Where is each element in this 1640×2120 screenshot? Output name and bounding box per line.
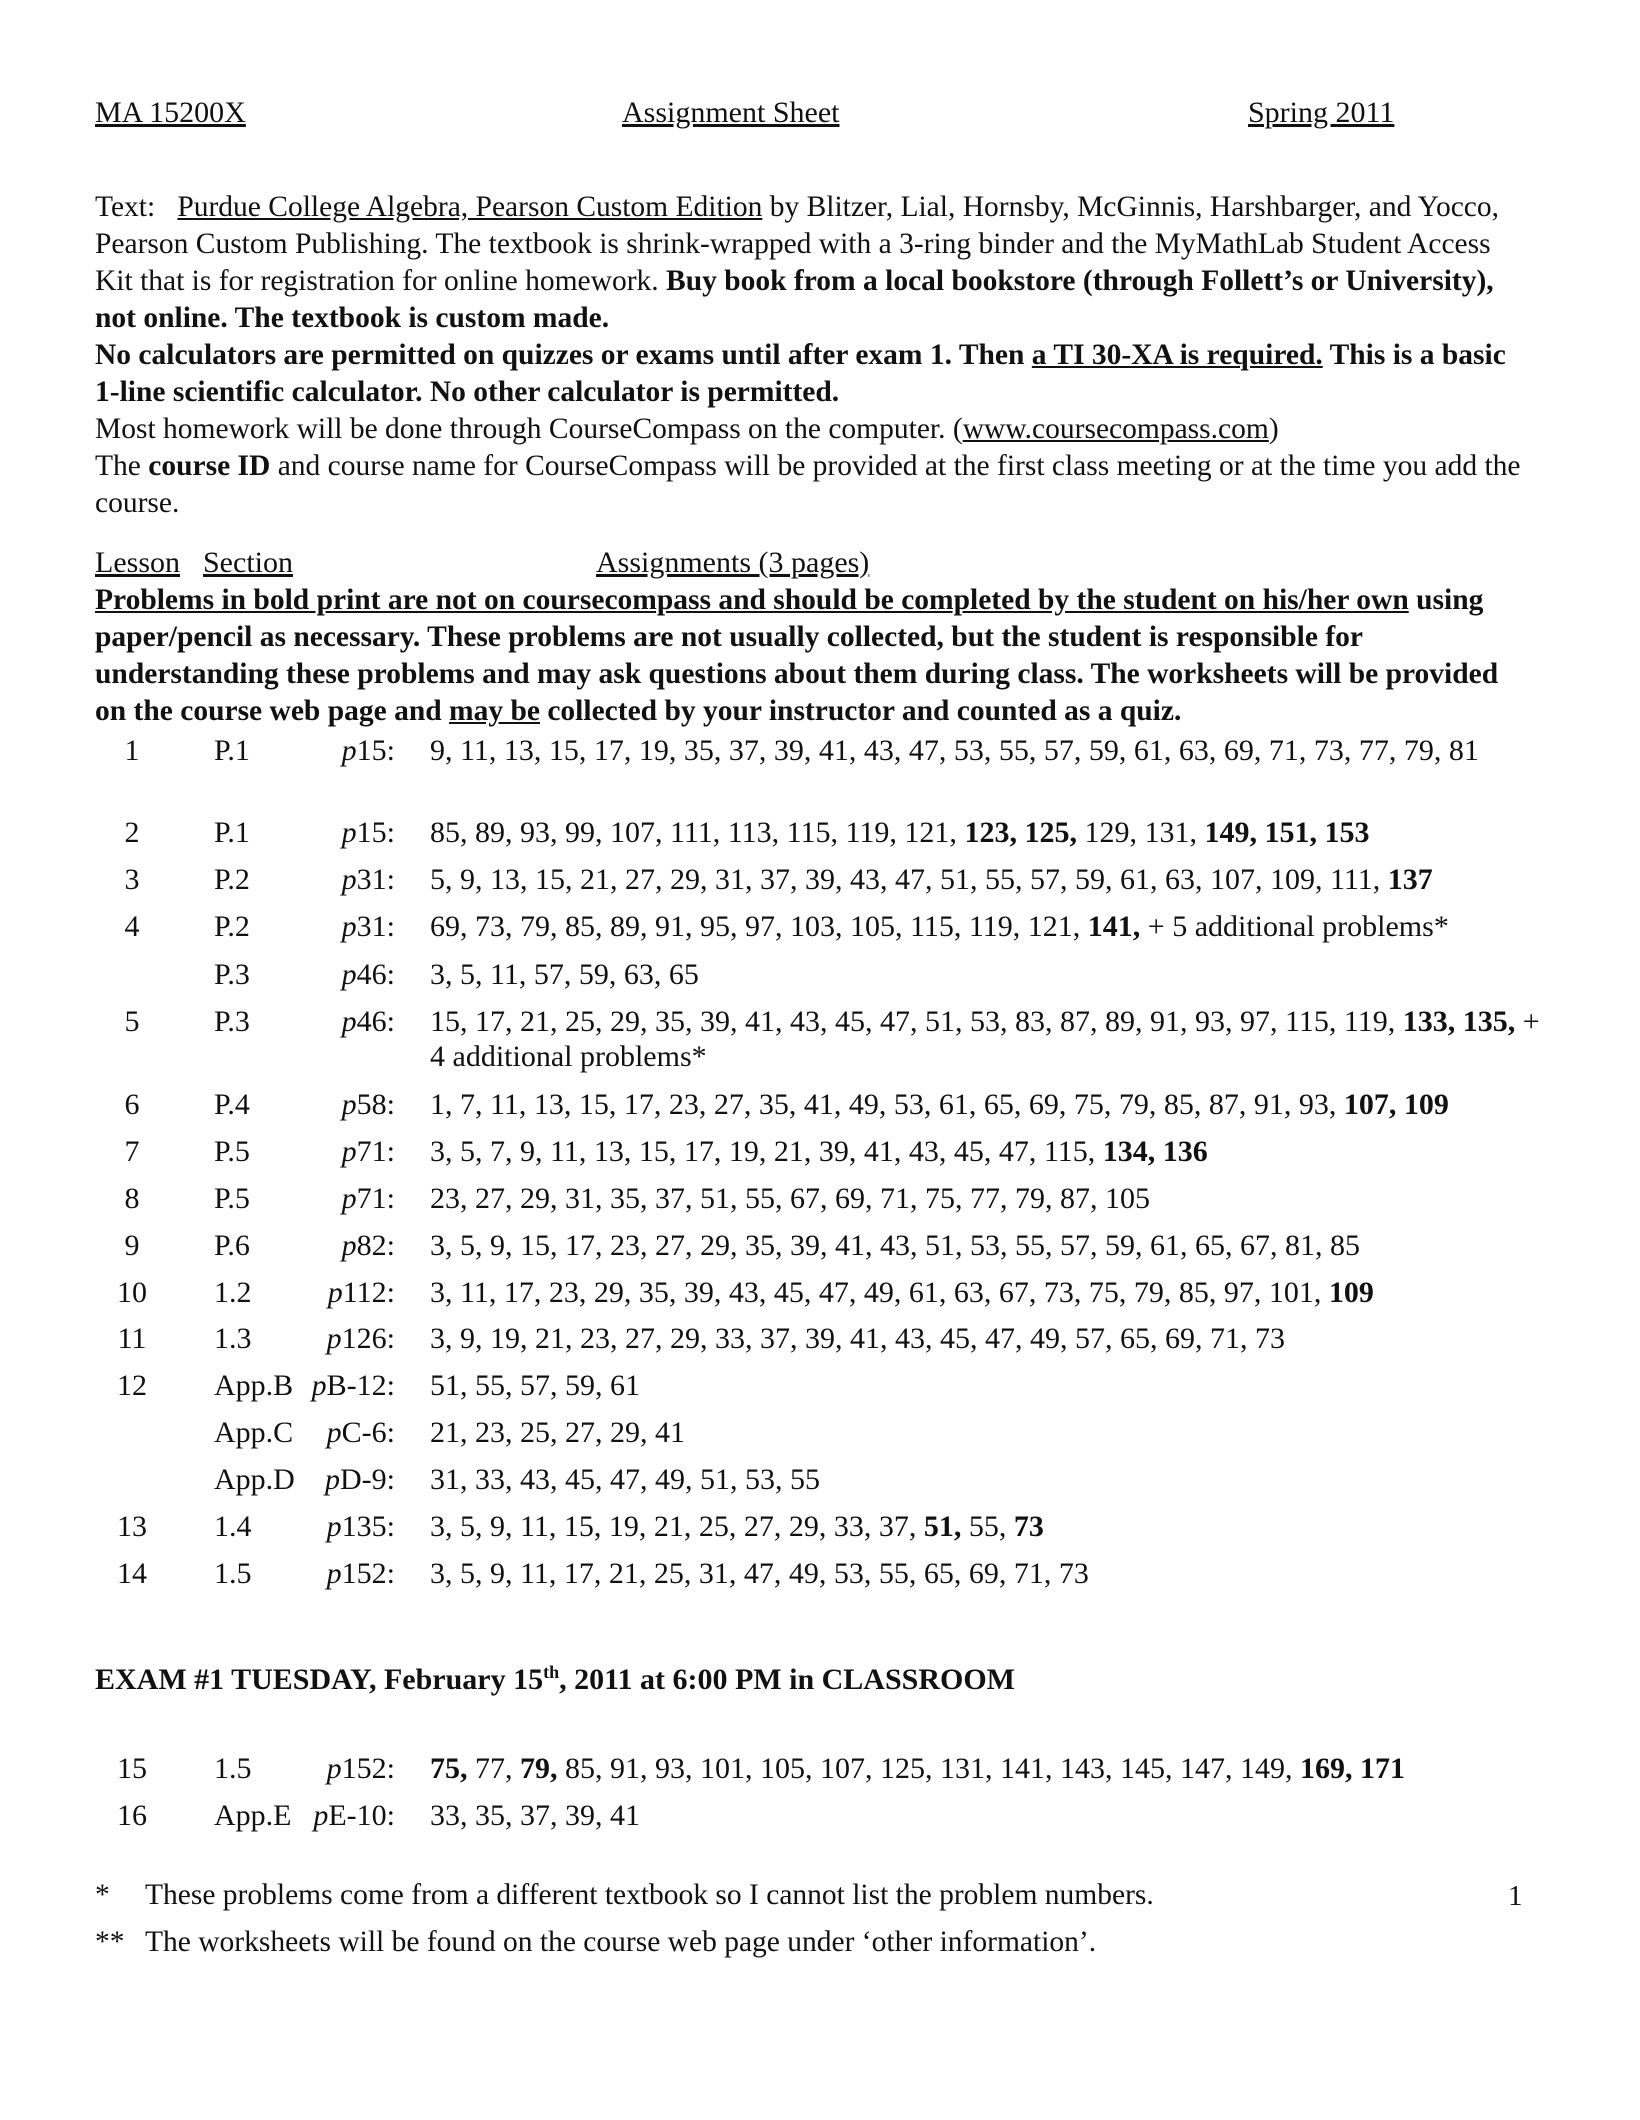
- section-number: P.3: [214, 958, 250, 991]
- lesson-number: 4: [124, 910, 140, 943]
- page-reference: [342, 957, 395, 992]
- problems: 5, 9, 13, 15, 21, 27, 29, 31, 37, 39, 43, 47, 51, 55, 57, 59, 61, 63, 107, 109, 111,: [430, 863, 1388, 896]
- page-prefix: p: [341, 1088, 357, 1121]
- section-number: P.2: [214, 863, 250, 896]
- page-reference: [312, 1368, 395, 1403]
- problems: 15, 17, 21, 25, 29, 35, 39, 41, 43, 45, 47, 51, 53, 83, 87, 89, 91, 93, 97, 115, 119,: [430, 1005, 1403, 1038]
- course-id-a: The: [95, 450, 149, 482]
- exam-text-a: EXAM #1 TUESDAY, February 15: [95, 1663, 544, 1696]
- lesson-number: 7: [124, 1135, 140, 1168]
- term: Spring 2011: [1248, 96, 1395, 129]
- problems: 3, 5, 9, 11, 17, 21, 25, 31, 47, 49, 53, 55, 65, 69, 71, 73: [430, 1557, 1089, 1590]
- calc-note-a: No calculators are permitted on quizzes or exams until after exam 1. Then: [95, 339, 1032, 371]
- course-id-b: and course name for CourseCompass will be provided at the first class meeting or at the time you add the course.: [95, 450, 1521, 519]
- page-prefix: p: [326, 1752, 342, 1785]
- footnote-1: [95, 1879, 1154, 1912]
- lesson-number: 11: [117, 1322, 147, 1355]
- page-number-ref: 46:: [356, 958, 395, 991]
- problem-list: [430, 1004, 1545, 1074]
- footnote-1-marker: *: [95, 1879, 110, 1911]
- page-reference: [327, 1751, 395, 1786]
- exam-notice: [95, 1662, 1015, 1697]
- page-number-ref: 71:: [356, 1135, 395, 1168]
- section-number: 1.2: [214, 1276, 252, 1309]
- lesson-number: 15: [117, 1752, 147, 1785]
- problems: 3, 5, 7, 9, 11, 13, 15, 17, 19, 21, 39, 41, 43, 45, 47, 115,: [430, 1135, 1103, 1168]
- bold-problems: 141,: [1087, 910, 1141, 943]
- page-number-ref: 126:: [341, 1322, 395, 1355]
- lesson-number: 12: [117, 1369, 147, 1402]
- footnote-1-text: These problems come from a different textbook so I cannot list the problem numbers.: [145, 1879, 1154, 1911]
- book-authors: by Blitzer, Lial, Hornsby, McGinnis, Harshbarger, and Yocco, Pearson Custom Publishing. The textbook is shrink-wrapped with a 3-ring binder and the MyMathLab Student Access Kit that is for registration for online homework.: [95, 191, 1500, 297]
- problems: 3, 5, 9, 11, 15, 19, 21, 25, 27, 29, 33, 37,: [430, 1510, 924, 1543]
- buy-note: Buy book from a local bookstore (through Follett’s or University), not online. The textbook is custom made.: [95, 265, 1494, 334]
- homework-note-b: ): [1268, 413, 1279, 445]
- calc-required: a TI 30-XA is required.: [1031, 339, 1323, 371]
- bold-note-rest-a: using paper/pencil as necessary. These problems are not usually collected, but the student is responsible for understanding these problems and may ask questions about them during class. The worksheets will be provided on the course web page and: [95, 584, 1499, 727]
- book-title: Purdue College Algebra, Pearson Custom Edition: [177, 191, 763, 223]
- page-number-ref: 15:: [356, 734, 395, 767]
- bold-problems: 134, 136: [1102, 1135, 1208, 1168]
- page-reference: [327, 1321, 395, 1356]
- problems: + 5 additional problems*: [1140, 910, 1449, 943]
- problems: 55,: [961, 1510, 1014, 1543]
- page-prefix: p: [327, 1276, 343, 1309]
- problem-list: [430, 1275, 1545, 1310]
- problems: 1, 7, 11, 13, 15, 17, 23, 27, 35, 41, 49, 53, 61, 65, 69, 75, 79, 85, 87, 91, 93,: [430, 1088, 1344, 1121]
- page-prefix: p: [341, 910, 357, 943]
- problems: 51, 55, 57, 59, 61: [430, 1369, 640, 1402]
- section-number: 1.3: [214, 1322, 252, 1355]
- problem-list: [430, 1181, 1545, 1216]
- page-prefix: p: [326, 1322, 342, 1355]
- section-number: P.3: [214, 1005, 250, 1038]
- problem-list: [430, 1415, 1545, 1450]
- bold-problems: 79,: [520, 1752, 558, 1785]
- page-prefix: p: [341, 816, 357, 849]
- page-prefix: p: [341, 734, 357, 767]
- problem-list: [430, 1798, 1545, 1833]
- problems: 69, 73, 79, 85, 89, 91, 95, 97, 103, 105, 115, 119, 121,: [430, 910, 1088, 943]
- column-lesson: Lesson: [95, 546, 180, 579]
- sheet-title: Assignment Sheet: [622, 96, 840, 129]
- calc-note-b: This is a basic 1-line scientific calculator. No other calculator is permitted.: [95, 339, 1506, 408]
- problems: 85, 91, 93, 101, 105, 107, 125, 131, 141, 143, 145, 147, 149,: [557, 1752, 1300, 1785]
- page-number-ref: 31:: [356, 863, 395, 896]
- lesson-number: 9: [124, 1229, 140, 1262]
- page-prefix: p: [311, 1369, 327, 1402]
- homework-note-a: Most homework will be done through CourseCompass on the computer. (: [95, 413, 963, 445]
- page-prefix: p: [313, 1799, 329, 1832]
- lesson-number: 1: [124, 734, 140, 767]
- problems: + 4 additional problems*: [430, 1005, 1540, 1073]
- lesson-number: 6: [124, 1088, 140, 1121]
- page-number-ref: D-9:: [340, 1463, 395, 1496]
- section-number: 1.4: [214, 1510, 252, 1543]
- page-reference: [325, 1462, 395, 1497]
- bold-problems: 107, 109: [1343, 1088, 1449, 1121]
- exam-sup: th: [543, 1662, 560, 1682]
- page-number-ref: 152:: [341, 1752, 395, 1785]
- section-number: P.4: [214, 1088, 250, 1121]
- problems: 3, 11, 17, 23, 29, 35, 39, 43, 45, 47, 49, 61, 63, 67, 73, 75, 79, 85, 97, 101,: [430, 1276, 1329, 1309]
- page-prefix: p: [341, 1182, 357, 1215]
- lesson-number: 2: [124, 816, 140, 849]
- problems: 3, 9, 19, 21, 23, 27, 29, 33, 37, 39, 41, 43, 45, 47, 49, 57, 65, 69, 71, 73: [430, 1322, 1285, 1355]
- problem-list: [430, 1556, 1545, 1591]
- section-number: P.5: [214, 1135, 250, 1168]
- page-prefix: p: [341, 863, 357, 896]
- section-number: App.D: [214, 1463, 295, 1496]
- problem-list: [430, 815, 1545, 850]
- page-prefix: p: [341, 1005, 357, 1038]
- page-number-ref: 46:: [356, 1005, 395, 1038]
- bold-note-rest-b: collected by your instructor and counted as a quiz.: [539, 695, 1182, 727]
- page-prefix: p: [326, 1557, 342, 1590]
- problems: 9, 11, 13, 15, 17, 19, 35, 37, 39, 41, 43, 47, 53, 55, 57, 59, 61, 63, 69, 71, 73, 77, 79, 81: [430, 734, 1479, 767]
- lesson-number: 13: [117, 1510, 147, 1543]
- page-reference: [342, 1134, 395, 1169]
- problem-list: [430, 1228, 1545, 1263]
- page-reference: [342, 909, 395, 944]
- page-number-ref: C-6:: [341, 1416, 395, 1449]
- problems: 3, 5, 9, 15, 17, 23, 27, 29, 35, 39, 41, 43, 51, 53, 55, 57, 59, 61, 65, 67, 81, 85: [430, 1229, 1360, 1262]
- section-number: P.1: [214, 734, 250, 767]
- problems: 23, 27, 29, 31, 35, 37, 51, 55, 67, 69, 71, 75, 77, 79, 87, 105: [430, 1182, 1150, 1215]
- page-reference: [342, 1087, 395, 1122]
- course-id-bold: course ID: [148, 450, 271, 482]
- problem-list: [430, 1368, 1545, 1403]
- bold-problems: 169, 171: [1300, 1752, 1405, 1785]
- page-prefix: p: [326, 1510, 342, 1543]
- section-number: App.C: [214, 1416, 294, 1449]
- bold-problems: 137: [1387, 863, 1433, 896]
- bold-problems: 109: [1328, 1276, 1374, 1309]
- page-number-ref: 135:: [341, 1510, 395, 1543]
- problems: 33, 35, 37, 39, 41: [430, 1799, 640, 1832]
- section-number: App.E: [214, 1799, 292, 1832]
- problem-list: [430, 1321, 1545, 1356]
- lesson-number: 5: [124, 1005, 140, 1038]
- section-number: P.5: [214, 1182, 250, 1215]
- bold-note-may-be: may be: [449, 695, 540, 727]
- problems: 21, 23, 25, 27, 29, 41: [430, 1416, 685, 1449]
- problem-list: [430, 862, 1545, 897]
- page-reference: [327, 1415, 395, 1450]
- section-number: P.6: [214, 1229, 250, 1262]
- page-reference: [342, 1004, 395, 1039]
- page-prefix: p: [341, 958, 357, 991]
- section-number: P.1: [214, 816, 250, 849]
- bold-problems: 75,: [430, 1752, 468, 1785]
- page-reference: [327, 1556, 395, 1591]
- bold-problems: 133, 135,: [1402, 1005, 1516, 1038]
- problems: 77,: [467, 1752, 520, 1785]
- bold-problems-note: [95, 582, 1535, 730]
- page-reference: [342, 1181, 395, 1216]
- page-number-ref: 112:: [342, 1276, 395, 1309]
- page-number-ref: 15:: [356, 816, 395, 849]
- lesson-number: 14: [117, 1557, 147, 1590]
- page-reference: [342, 733, 395, 768]
- coursecompass-link[interactable]: www.coursecompass.com: [962, 413, 1269, 445]
- problem-list: [430, 733, 1545, 768]
- footnote-2-text: The worksheets will be found on the course web page under ‘other information’.: [145, 1926, 1097, 1958]
- bold-problems: 73: [1013, 1510, 1044, 1543]
- column-assignments: Assignments (3 pages): [596, 546, 870, 579]
- footnote-2-marker: **: [95, 1926, 125, 1958]
- problem-list: [430, 1509, 1545, 1544]
- page-number-ref: 31:: [356, 910, 395, 943]
- page-number-ref: 71:: [356, 1182, 395, 1215]
- bold-problems: 123, 125,: [964, 816, 1077, 849]
- section-number: 1.5: [214, 1752, 252, 1785]
- page-reference: [342, 1228, 395, 1263]
- section-number: P.2: [214, 910, 250, 943]
- problem-list: [430, 909, 1545, 944]
- bold-problems: 149, 151, 153: [1204, 816, 1370, 849]
- lesson-number: 3: [124, 863, 140, 896]
- problems: 3, 5, 11, 57, 59, 63, 65: [430, 958, 699, 991]
- page-reference: [342, 862, 395, 897]
- exam-text-b: , 2011 at 6:00 PM in CLASSROOM: [559, 1663, 1015, 1696]
- page-reference: [328, 1275, 395, 1310]
- problem-list: [430, 957, 1545, 992]
- page-number-ref: 58:: [356, 1088, 395, 1121]
- lesson-number: 10: [117, 1276, 147, 1309]
- page-number-ref: 152:: [341, 1557, 395, 1590]
- page-number: 1: [1508, 1880, 1523, 1912]
- lesson-number: 8: [124, 1182, 140, 1215]
- bold-note-line1: Problems in bold print are not on coursecompass and should be completed by the student on his/her own: [95, 584, 1409, 616]
- page-reference: [313, 1798, 395, 1833]
- text-label: Text:: [95, 191, 156, 223]
- section-number: App.B: [214, 1369, 294, 1402]
- page-prefix: p: [325, 1463, 340, 1496]
- page-reference: [342, 815, 395, 850]
- bold-problems: 51,: [923, 1510, 962, 1543]
- problem-list: [430, 1087, 1545, 1122]
- page-number-ref: E-10:: [328, 1799, 395, 1832]
- section-number: 1.5: [214, 1557, 252, 1590]
- problems: 31, 33, 43, 45, 47, 49, 51, 53, 55: [430, 1463, 820, 1496]
- page-prefix: p: [326, 1416, 342, 1449]
- problem-list: [430, 1462, 1545, 1497]
- column-section: Section: [203, 546, 293, 579]
- footnote-2: [95, 1926, 1096, 1959]
- page-prefix: p: [341, 1135, 357, 1168]
- problem-list: [430, 1134, 1545, 1169]
- page-reference: [327, 1509, 395, 1544]
- lesson-number: 16: [117, 1799, 147, 1832]
- problems: 129, 131,: [1076, 816, 1205, 849]
- problem-list: [430, 1751, 1545, 1786]
- problems: 85, 89, 93, 99, 107, 111, 113, 115, 119, 121,: [430, 816, 965, 849]
- course-code: MA 15200X: [95, 96, 246, 129]
- page-number-ref: 82:: [356, 1229, 395, 1262]
- textbook-info: [95, 189, 1535, 522]
- page-prefix: p: [341, 1229, 357, 1262]
- page-number-ref: B-12:: [326, 1369, 395, 1402]
